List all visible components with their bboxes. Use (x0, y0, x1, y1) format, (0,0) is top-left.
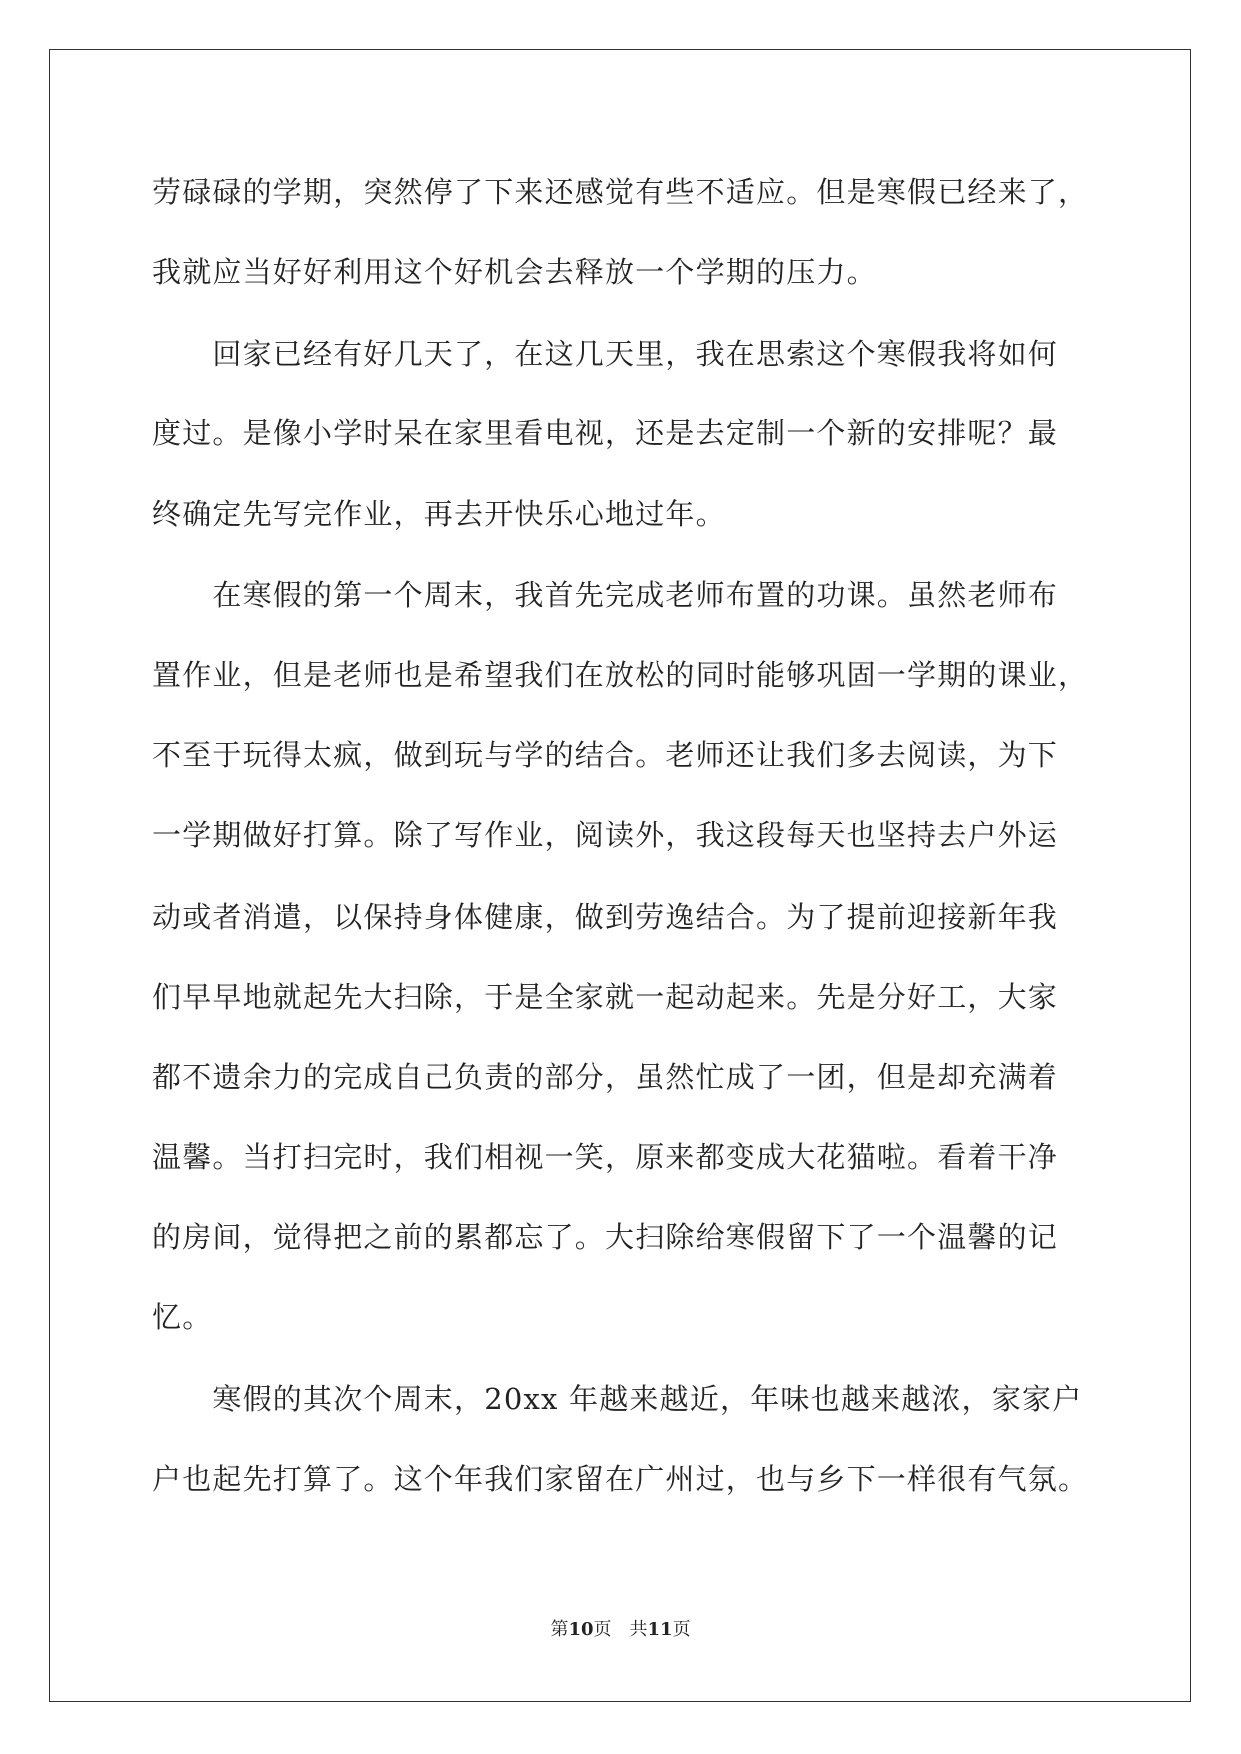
text-line: 我就应当好好利用这个好机会去释放一个学期的压力。 (152, 255, 877, 289)
text-line: 劳碌碌的学期，突然停了下来还感觉有些不适应。但是寒假已经来了， (152, 175, 1089, 209)
text-line: 置作业，但是老师也是希望我们在放松的同时能够巩固一学期的课业， (152, 658, 1089, 692)
footer-prefix: 第 (550, 1619, 569, 1640)
current-page-number: 10 (568, 1619, 594, 1640)
text-line: 们早早地就起先大扫除，于是全家就一起动起来。先是分好工，大家 (152, 980, 1059, 1014)
text-line: 户也起先打算了。这个年我们家留在广州过，也与乡下一样很有气氛。 (152, 1462, 1089, 1496)
text-line: 不至于玩得太疯，做到玩与学的结合。老师还让我们多去阅读，为下 (152, 738, 1059, 772)
text-line: 在寒假的第一个周末，我首先完成老师布置的功课。虽然老师布 (152, 578, 1059, 612)
text-line: 温馨。当打扫完时，我们相视一笑，原来都变成大花猫啦。看着干净 (152, 1140, 1059, 1174)
text-line: 动或者消遣，以保持身体健康，做到劳逸结合。为了提前迎接新年我 (152, 900, 1059, 934)
text-line: 终确定先写完作业，再去开快乐心地过年。 (152, 497, 726, 531)
text-line: 都不遗余力的完成自己负责的部分，虽然忙成了一团，但是却充满着 (152, 1060, 1059, 1094)
text-line: 的房间，觉得把之前的累都忘了。大扫除给寒假留下了一个温馨的记 (152, 1220, 1059, 1254)
text-line: 寒假的其次个周末，20xx 年越来越近，年味也越来越浓，家家户 (152, 1382, 1083, 1416)
text-line: 回家已经有好几天了，在这几天里，我在思索这个寒假我将如何 (152, 337, 1059, 371)
footer-suffix: 页 (672, 1619, 691, 1640)
page-number-footer (0, 1615, 1241, 1641)
text-line: 一学期做好打算。除了写作业，阅读外，我这段每天也坚持去户外运 (152, 818, 1059, 852)
text-line: 度过。是像小学时呆在家里看电视，还是去定制一个新的安排呢？最 (152, 416, 1059, 450)
footer-mid: 页 共 (593, 1619, 648, 1640)
text-line: 忆。 (152, 1300, 213, 1334)
total-page-number: 11 (647, 1619, 673, 1640)
page-border (49, 49, 1191, 1702)
